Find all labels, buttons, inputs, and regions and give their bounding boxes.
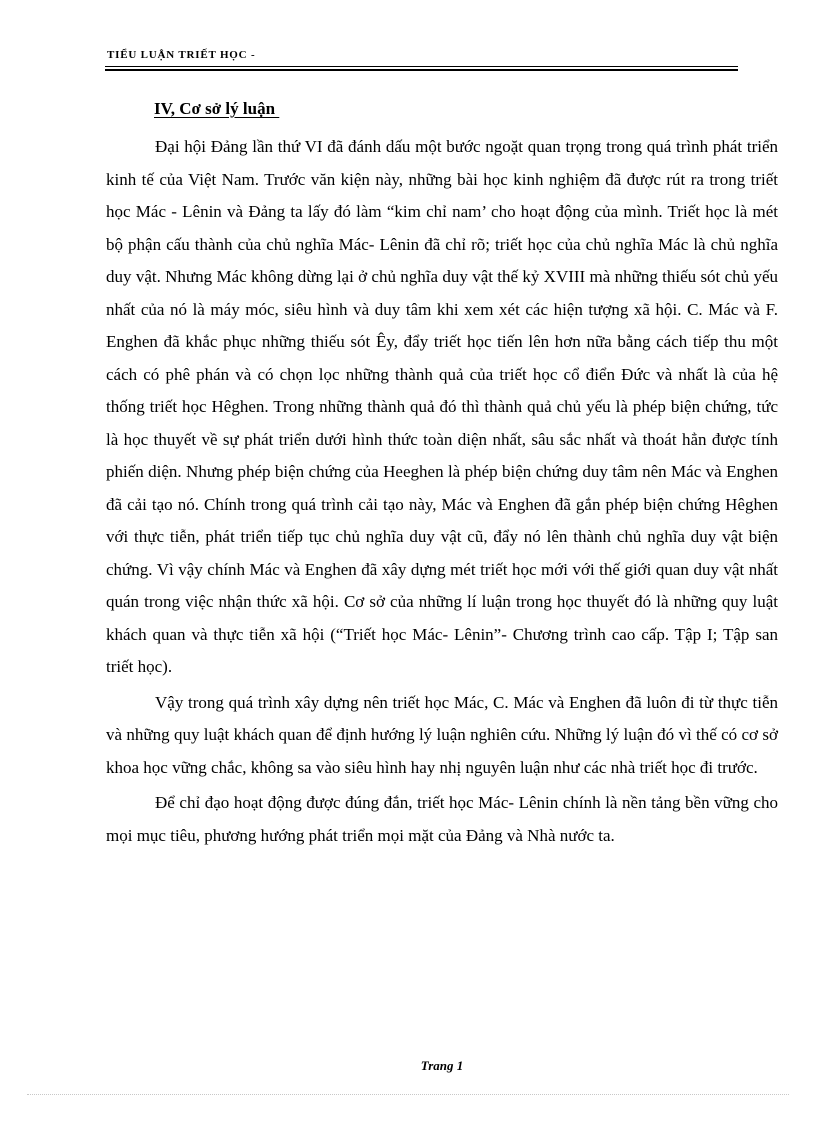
paragraph-3: Để chỉ đạo hoạt động được đúng đắn, triết học Mác- Lênin chính là nền tảng bền vững cho mọi mục tiêu, phương hướng phát triển mọi mặt của Đảng và Nhà nước ta. xyxy=(106,793,778,845)
body-text xyxy=(106,131,778,852)
header-rule-thin xyxy=(105,66,738,67)
section-heading: IV, Cơ sở lý luận xyxy=(154,99,280,118)
running-header-title: TIỂU LUẬN TRIẾT HỌC - xyxy=(107,49,256,61)
page-number: Trang 1 xyxy=(420,1058,464,1073)
footer-rule xyxy=(27,1094,789,1095)
paragraph-1: Đại hội Đảng lần thứ VI đã đánh dấu một bước ngoặt quan trọng trong quá trình phát triển kinh tế của Việt Nam. Trước văn kiện này, những bài học kinh nghiệm đã được rút ra trong triết học Mác - Lênin và Đảng ta lấy đó làm “kim chỉ nam’ cho hoạt động của mình. Triết học là mét bộ phận cấu thành của chủ nghĩa Mác- Lênin đã chỉ rõ; triết học của chủ nghĩa Mác là chủ nghĩa duy vật. Nhưng Mác không dừng lại ở chủ nghĩa duy vật thế kỷ XVIII mà những thiếu sót chủ yếu nhất của nó là máy móc, siêu hình và duy tâm khi xem xét các hiện tượng xã hội. C. Mác và F. Enghen đã khắc phục những thiếu sót Êy, đẩy triết học tiến lên hơn nữa bằng cách tiếp thu một cách có phê phán và có chọn lọc những thành quả của triết học cổ điển Đức và nhất là của hệ thống triết học Hêghen. Trong những thành quả đó thì thành quả chủ yếu là phép biện chứng, tức là học thuyết về sự phát triển dưới hình thức toàn diện nhất, sâu sắc nhất và thoát hẳn được tính phiến diện. Nhưng phép biện chứng của Heeghen là phép biện chứng duy tâm nên Mác và Enghen đã cải tạo nó. Chính trong quá trình cải tạo này, Mác và Enghen đã gắn phép biện chứng Hêghen với thực tiễn, phát triển tiếp tục chủ nghĩa duy vật cũ, đẩy nó lên thành chủ nghĩa duy vật biện chứng. Vì vậy chính Mác và Enghen đã xây dựng mét triết học mới với thế giới quan duy vật nhất quán trong việc nhận thức xã hội. Cơ sở của những lí luận trong học thuyết đó là những quy luật khách quan và thực tiễn xã hội (“Triết học Mác- Lênin”- Chương trình cao cấp. Tập I; Tập san triết học). xyxy=(106,137,778,676)
header-rule-thick xyxy=(105,69,738,71)
paragraph-2: Vậy trong quá trình xây dựng nên triết học Mác, C. Mác và Enghen đã luôn đi từ thực tiễn và những quy luật khách quan để định hướng lý luận nghiên cứu. Những lý luận đó vì thế có cơ sở khoa học vững chắc, không sa vào siêu hình hay nhị nguyên luận như các nhà triết học đi trước. xyxy=(106,692,778,777)
